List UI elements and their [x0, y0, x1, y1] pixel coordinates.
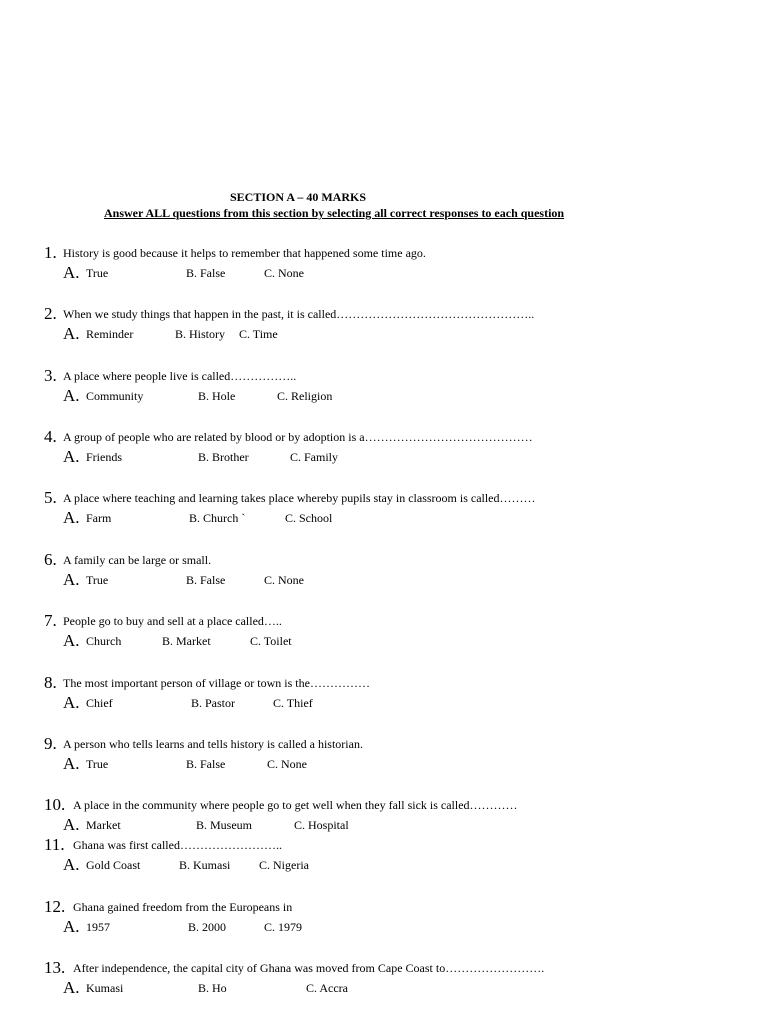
option-c: C. Thief — [273, 696, 313, 710]
option-b: B. Brother — [198, 450, 249, 464]
question-number: 6. — [44, 550, 57, 569]
option-a: Farm — [86, 511, 112, 525]
option-a-letter: A. — [63, 815, 80, 834]
option-a-letter: A. — [63, 386, 80, 405]
question-text: History is good because it helps to remember that happened some time ago. — [63, 246, 426, 260]
option-a-letter: A. — [63, 508, 80, 527]
option-a: Gold Coast — [86, 858, 141, 872]
option-a: Friends — [86, 450, 122, 464]
question-text: Ghana was first called…………………….. — [73, 838, 282, 852]
option-a: Reminder — [86, 327, 134, 341]
question-text: A place where people live is called…………….. — [63, 369, 297, 383]
option-a: True — [86, 573, 109, 587]
option-a-letter: A. — [63, 447, 80, 466]
question-text: A person who tells learns and tells history is called a historian. — [63, 737, 363, 751]
option-c: C. 1979 — [264, 920, 303, 934]
option-c: C. Accra — [306, 981, 348, 995]
option-b: B. Church ` — [189, 511, 246, 525]
question-text: After independence, the capital city of Ghana was moved from Cape Coast to……………………. — [73, 961, 545, 975]
option-c: C. Toilet — [250, 634, 292, 648]
option-c: C. Nigeria — [259, 858, 309, 872]
option-c: C. Time — [239, 327, 278, 341]
option-b: B. Museum — [196, 818, 253, 832]
question-text: Ghana gained freedom from the Europeans in — [73, 900, 293, 914]
question-text: A place where teaching and learning takes place whereby pupils stay in classroom is called……… — [63, 491, 536, 505]
option-c: C. None — [267, 757, 307, 771]
option-b: B. Kumasi — [179, 858, 231, 872]
option-c: C. None — [264, 573, 304, 587]
question-number: 7. — [44, 611, 57, 630]
question-text: The most important person of village or town is the…………… — [63, 676, 370, 690]
option-b: B. Market — [162, 634, 211, 648]
option-b: B. False — [186, 266, 226, 280]
option-a: Kumasi — [86, 981, 124, 995]
option-b: B. False — [186, 757, 226, 771]
section-title: SECTION A – 40 MARKS — [230, 190, 367, 204]
option-a: True — [86, 266, 109, 280]
question-text: A place in the community where people go to get well when they fall sick is called………… — [73, 798, 518, 812]
question-text: A family can be large or small. — [63, 553, 212, 567]
option-b: B. Pastor — [191, 696, 236, 710]
question-number: 3. — [44, 366, 57, 385]
question-number: 12. — [44, 897, 66, 916]
option-a: Community — [86, 389, 144, 403]
option-a: Church — [86, 634, 122, 648]
option-c: C. Religion — [277, 389, 333, 403]
question-number: 2. — [44, 304, 57, 323]
option-a: True — [86, 757, 109, 771]
question-number: 13. — [44, 958, 66, 977]
option-a-letter: A. — [63, 855, 80, 874]
option-b: B. False — [186, 573, 226, 587]
option-c: C. School — [285, 511, 333, 525]
option-a-letter: A. — [63, 754, 80, 773]
option-a-letter: A. — [63, 693, 80, 712]
option-a-letter: A. — [63, 917, 80, 936]
option-a: 1957 — [86, 920, 110, 934]
question-number: 1. — [44, 243, 57, 262]
question-text: When we study things that happen in the past, it is called………………………………………….. — [63, 307, 535, 321]
question-number: 8. — [44, 673, 57, 692]
option-a-letter: A. — [63, 978, 80, 997]
option-a-letter: A. — [63, 570, 80, 589]
option-a: Chief — [86, 696, 113, 710]
question-number: 11. — [44, 835, 65, 854]
question-text: People go to buy and sell at a place called….. — [63, 614, 282, 628]
option-b: B. Hole — [198, 389, 236, 403]
option-a-letter: A. — [63, 324, 80, 343]
question-number: 5. — [44, 488, 57, 507]
question-text: A group of people who are related by blood or by adoption is a…………………………………… — [63, 430, 533, 444]
option-c: C. Hospital — [294, 818, 349, 832]
question-number: 9. — [44, 734, 57, 753]
option-c: C. Family — [290, 450, 339, 464]
option-a-letter: A. — [63, 263, 80, 282]
section-instruction: Answer ALL questions from this section by selecting all correct responses to each question — [104, 206, 565, 220]
option-b: B. History — [175, 327, 226, 341]
option-b: B. 2000 — [188, 920, 227, 934]
option-a: Market — [86, 818, 121, 832]
option-b: B. Ho — [198, 981, 227, 995]
option-a-letter: A. — [63, 631, 80, 650]
option-c: C. None — [264, 266, 304, 280]
question-number: 10. — [44, 795, 66, 814]
question-number: 4. — [44, 427, 57, 446]
